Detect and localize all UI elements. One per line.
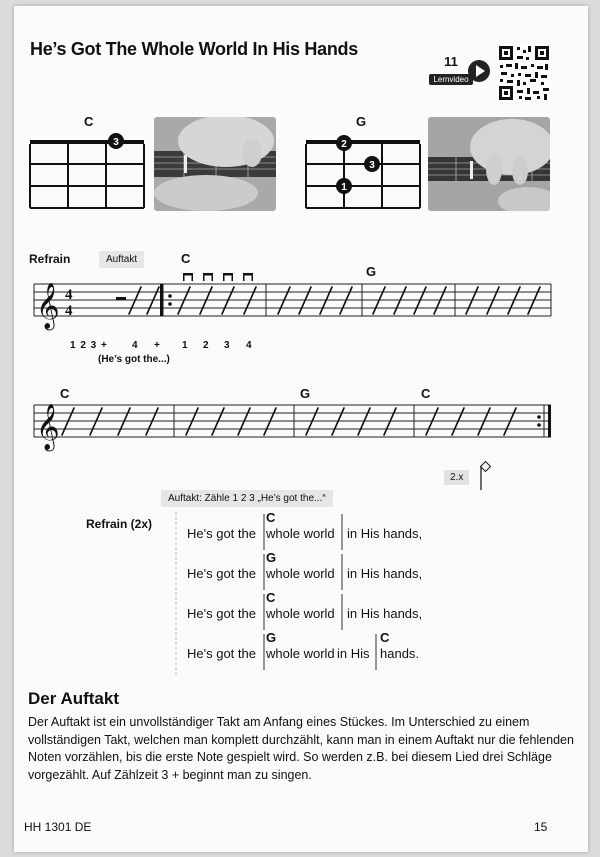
lyric-line-4-chord: G [266,630,277,645]
section-text: Der Auftakt ist ein unvollständiger Takt am Anfang eines Stückes. Im Unterschied zu einem vollständigen Takt, welchen man komplett durchzählt, kann man in einem Auftakt nur die fehlenden Noten vorzählen, bis die erste Note gespielt wird. So werden z.B. bei diesem Lied drei Schläge vorgezählt. Auf Zählzeit 3 + beginnt man zu singen. [28,715,574,782]
lyric-line-4-chord-2: C [380,630,390,645]
count-plus: + [154,340,160,351]
finger-number: 1 [341,182,347,193]
lyric-line-1-part-a: He's got the [187,526,256,541]
lyric-line-2-part-a: He's got the [187,566,256,581]
count-2: 2 [203,340,209,351]
finger-number: 3 [369,160,375,171]
half-rest-icon [116,297,126,300]
refrain-2x-label: Refrain (2x) [86,517,153,531]
lyric-line-3-chord: C [266,590,276,605]
lyric-line-4-part-a: He's got the [187,646,256,661]
staff1-chord-c: C [181,251,191,266]
lesson-number: 11 [444,54,458,69]
count-4b: 4 [246,340,252,351]
repeat-flag-icon [478,460,494,492]
section-heading: Der Auftakt [28,689,119,708]
staff-2 [14,391,588,461]
lyric-line-3-part-c: in His hands, [347,606,423,621]
lyric-line-3-part-b: whole world [266,606,335,621]
play-icon[interactable] [468,60,490,82]
finger-number: 2 [341,139,347,150]
chord-diagram-g-name: G [356,114,367,129]
lyric-line-2-chord: G [266,550,277,565]
g-chord-hand-photo [428,117,550,211]
staff2-chord-c: C [60,386,70,401]
chord-diagram-c-name: C [84,114,94,129]
lyric-line-1-part-b: whole world [266,526,335,541]
staff2-chord-g: G [300,386,311,401]
catalog-code: HH 1301 DE [24,820,92,834]
lyric-line-3-part-a: He's got the [187,606,256,621]
qr-code-icon[interactable] [497,44,551,102]
treble-clef-icon: 𝄞 [36,404,60,450]
page-number: 15 [534,820,548,834]
time-signature-bottom: 4 [65,303,73,319]
lyric-hint: (He’s got the...) [98,354,170,365]
rhythm-notation [183,273,253,281]
lyric-line-4-part-c: in His [337,646,370,661]
finger-number: 3 [113,137,119,148]
c-chord-hand-photo [154,117,276,211]
count-4: 4 [132,340,138,351]
staff1-chord-g: G [366,264,377,279]
chord-diagram-g [304,132,422,212]
book-page [14,6,588,852]
lyric-line-2-part-b: whole world [266,566,335,581]
lyric-line-1-chord: C [266,510,276,525]
lyric-line-2-part-c: in His hands, [347,566,423,581]
lesson-video-tag: Lernvideo [429,74,472,85]
lyric-line-1-part-c: in His hands, [347,526,423,541]
count-intro: 1 2 3 + [70,340,107,351]
treble-clef-icon: 𝄞 [36,283,60,329]
auftakt-label: Auftakt [99,251,144,268]
auftakt-note: Auftakt: Zähle 1 2 3 „He’s got the...“ [161,490,333,507]
count-1: 1 [182,340,188,351]
staff-1 [14,261,588,341]
staff2-chord-c2: C [421,386,431,401]
song-title: He’s Got The Whole World In His Hands [30,39,358,59]
lyric-line-4-part-b: whole world [266,646,335,661]
time-signature-top: 4 [65,287,73,303]
repeat-count-badge: 2.x [444,470,469,485]
chord-diagram-c [28,132,146,212]
lyric-line-4-part-d: hands. [380,646,420,661]
count-3: 3 [224,340,230,351]
refrain-label: Refrain [29,252,71,266]
